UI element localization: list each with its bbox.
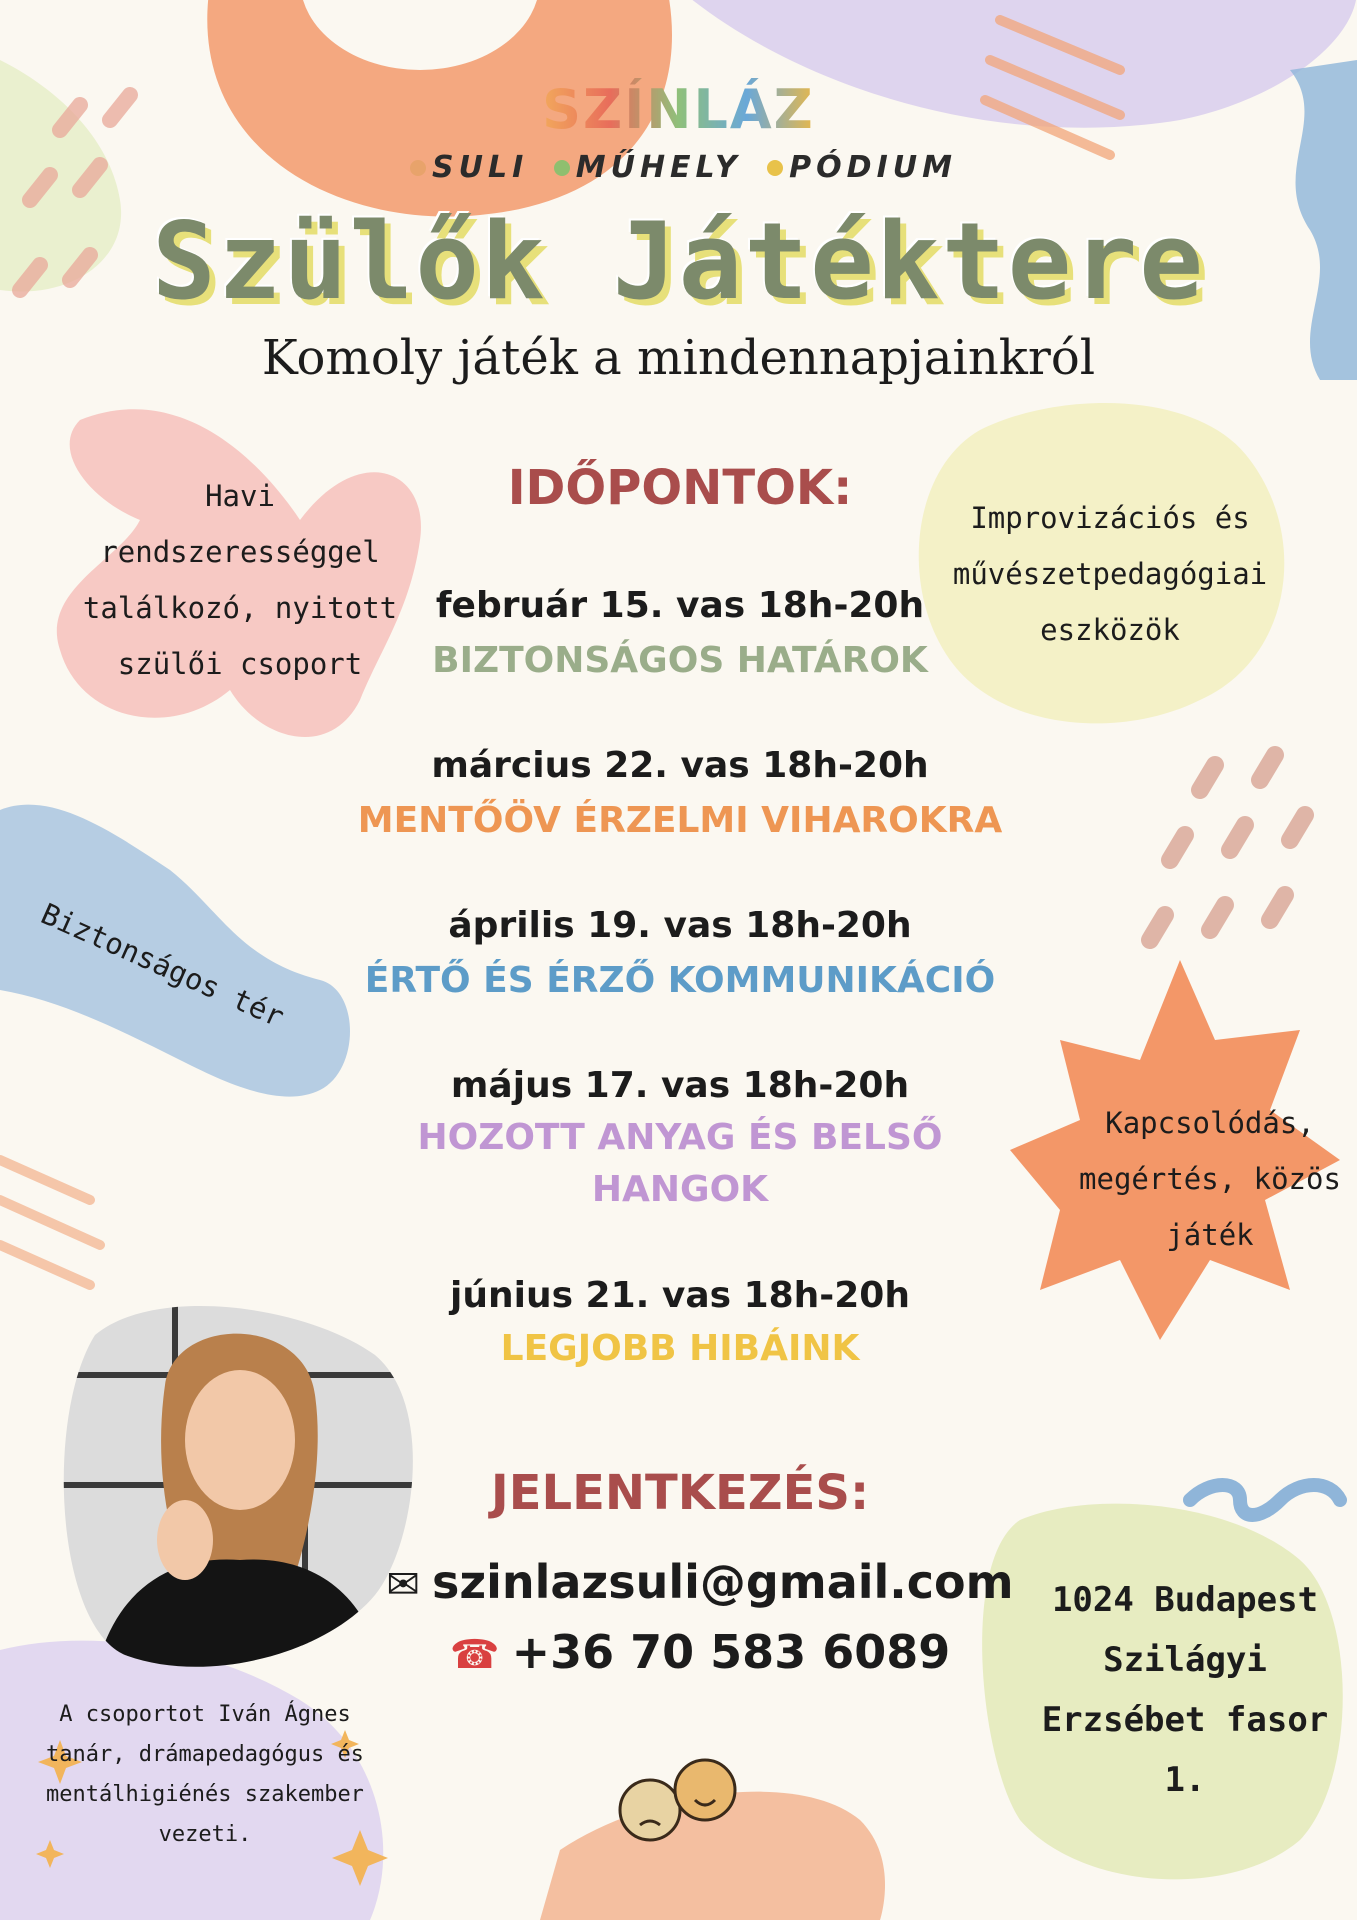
page-subtitle: Komoly játék a mindennapjainkról bbox=[261, 330, 1096, 386]
leader-caption: A csoportot Iván Ágnes tanár, drámapedagógus és mentálhigiénés szakember vezeti. bbox=[46, 1702, 364, 1847]
event-topic-3: ÉRTŐ ÉS ÉRZŐ KOMMUNIKÁCIÓ bbox=[364, 960, 996, 1001]
brand-logo: SZÍNLÁZ bbox=[542, 78, 815, 141]
event-topic-1: BIZTONSÁGOS HATÁROK bbox=[432, 640, 928, 681]
leader-photo bbox=[55, 1295, 425, 1675]
dates-heading: IDŐPONTOK: bbox=[507, 460, 853, 516]
envelope-icon: ✉ bbox=[386, 1562, 420, 1608]
contact-phone[interactable]: ☎ +36 70 583 6089 bbox=[449, 1625, 951, 1679]
event-topic-4: HOZOTT ANYAG ÉS BELSŐ HANGOK bbox=[417, 1117, 943, 1210]
event-date-5: június 21. vas 18h-20h bbox=[450, 1275, 910, 1316]
brand-tagline: SULI MŰHELY PÓDIUM bbox=[0, 150, 1357, 185]
note-safe-space: Biztonságos tér bbox=[36, 896, 290, 1035]
event-topic-2: MENTŐÖV ÉRZELMI VIHAROKRA bbox=[357, 800, 1003, 841]
event-date-3: április 19. vas 18h-20h bbox=[448, 905, 912, 946]
note-connection: Kapcsolódás, megértés, közös játék bbox=[1079, 1106, 1341, 1252]
event-date-1: február 15. vas 18h-20h bbox=[435, 585, 925, 626]
page-title: Szülők Játéktere bbox=[151, 200, 1206, 323]
event-topic-5: LEGJOBB HIBÁINK bbox=[500, 1328, 860, 1369]
event-date-2: március 22. vas 18h-20h bbox=[431, 745, 929, 786]
phone-icon: ☎ bbox=[449, 1632, 500, 1678]
event-date-4: május 17. vas 18h-20h bbox=[450, 1065, 910, 1106]
note-monthly-group: Havi rendszerességgel találkozó, nyitott szülői csoport bbox=[82, 479, 398, 681]
contact-email[interactable]: ✉ szinlazsuli@gmail.com bbox=[386, 1555, 1014, 1609]
registration-heading: JELENTKEZÉS: bbox=[490, 1465, 870, 1521]
note-tools: Improvizációs és művészetpedagógiai eszközök bbox=[952, 501, 1268, 647]
address: 1024 Budapest Szilágyi Erzsébet fasor 1. bbox=[1041, 1580, 1329, 1800]
